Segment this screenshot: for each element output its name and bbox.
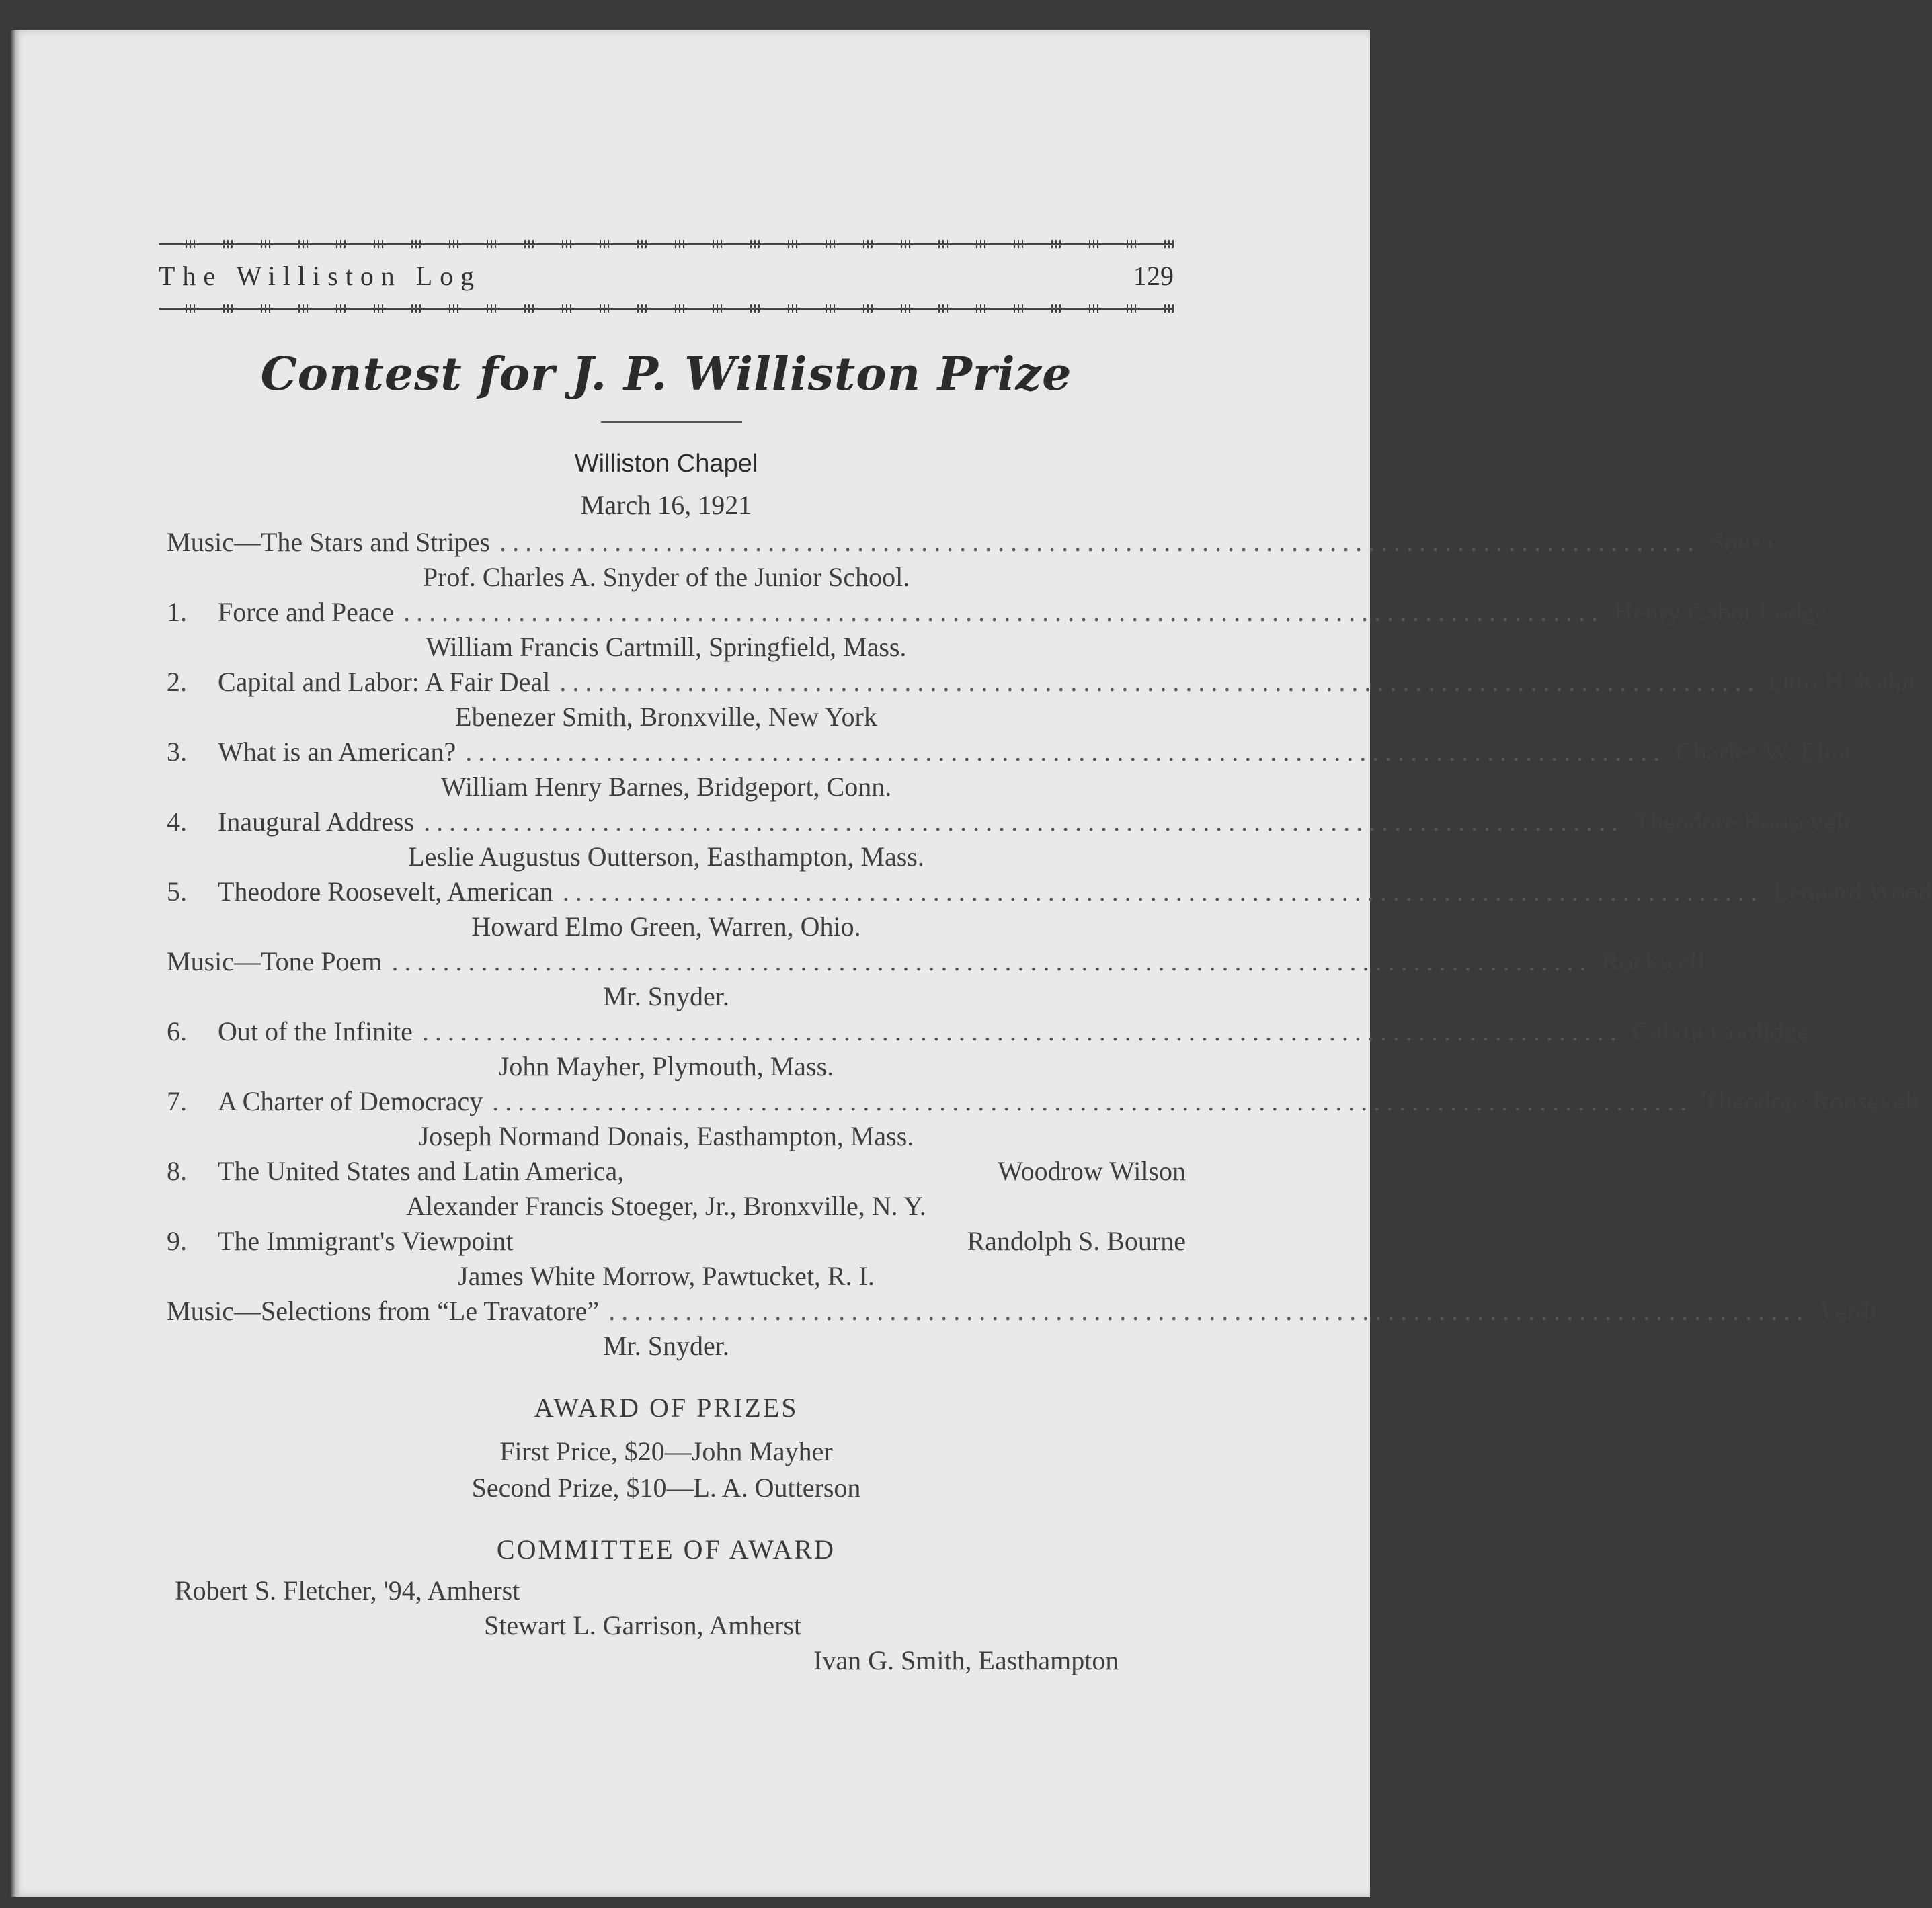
entry-speaker: Howard Elmo Green, Warren, Ohio.: [471, 911, 861, 942]
entry-speaker: Prof. Charles A. Snyder of the Junior School.: [422, 562, 910, 592]
entry-title: Theodore Roosevelt, American: [218, 876, 553, 907]
entry-author: Leonard Wood: [1772, 876, 1932, 907]
program-entry: [159, 876, 1932, 946]
entry-title: Music—The Stars and Stripes: [167, 527, 491, 557]
entry-title: A Charter of Democracy: [218, 1086, 483, 1116]
running-head: [159, 260, 1174, 292]
program-list: [159, 526, 1932, 1365]
dot-leader: ..............................................................................................: [608, 1296, 1810, 1326]
entry-number: 6.: [167, 1016, 187, 1046]
entry-speaker: James White Morrow, Pawtucket, R. I.: [458, 1261, 875, 1291]
entry-title: Out of the Infinite: [218, 1016, 413, 1046]
event-date: March 16, 1921: [580, 490, 752, 520]
committee-member: Stewart L. Garrison, Amherst: [484, 1610, 802, 1641]
entry-number: 8.: [167, 1156, 187, 1186]
page: [9, 30, 1932, 1897]
entry-number: 1.: [167, 597, 187, 627]
title-divider: [601, 421, 742, 423]
page-content: [159, 243, 1932, 1679]
entry-speaker: William Francis Cartmill, Springfield, Mass.: [426, 632, 907, 662]
entry-speaker: Alexander Francis Stoeger, Jr., Bronxville, N. Y.: [406, 1191, 926, 1221]
header-rule-bottom: [159, 308, 1174, 310]
entry-title: Inaugural Address: [218, 806, 415, 837]
entry-author: Henry Cabot Lodge: [1613, 597, 1827, 627]
entry-author: Rockwell: [1601, 946, 1705, 977]
entry-number: 7.: [167, 1086, 187, 1116]
entry-number: 9.: [167, 1226, 187, 1256]
dot-leader: ..............................................................................................: [559, 667, 1761, 697]
committee-heading: COMMITTEE OF AWARD: [496, 1534, 836, 1565]
page-number: 129: [1133, 261, 1174, 291]
committee-member: Robert S. Fletcher, '94, Amherst: [175, 1575, 520, 1606]
entry-title: Music—Selections from “Le Travatore”: [167, 1296, 600, 1326]
second-prize: Second Prize, $10—L. A. Outterson: [471, 1473, 861, 1503]
entry-title: What is an American?: [218, 737, 456, 767]
entry-number: 3.: [167, 737, 187, 767]
entry-author: Theodore Roosevelt: [1634, 806, 1851, 837]
entry-speaker: Mr. Snyder.: [603, 1331, 729, 1361]
program-entry: [159, 1015, 1810, 1085]
program-entry: [159, 666, 1915, 736]
program-entry: [159, 1085, 1920, 1155]
entry-author: Verdi: [1818, 1296, 1877, 1326]
entry-author: Charles W. Eliot: [1675, 737, 1853, 767]
entry-speaker: Ebenezer Smith, Bronxville, New York: [455, 702, 877, 732]
entry-title: The United States and Latin America,: [218, 1156, 625, 1186]
program-entry: [159, 1155, 1186, 1225]
entry-number: 2.: [167, 667, 187, 697]
dot-leader: ..............................................................................................: [465, 737, 1666, 767]
committee-section: [159, 1534, 1184, 1679]
entry-author: Woodrow Wilson: [998, 1156, 1186, 1186]
program-entry: [159, 736, 1853, 806]
dot-leader: ..............................................................................................: [421, 1016, 1623, 1046]
entry-speaker: Mr. Snyder.: [603, 981, 729, 1011]
program-entry: [159, 806, 1851, 876]
program-entry: [159, 946, 1705, 1015]
committee-member: Ivan G. Smith, Easthampton: [813, 1645, 1119, 1675]
entry-author: Otto H. Kahn: [1769, 667, 1915, 697]
page-title: Contest for J. P. Williston Prize: [260, 347, 1072, 401]
entry-title: The Immigrant's Viewpoint: [218, 1226, 514, 1256]
entry-speaker: William Henry Barnes, Bridgeport, Conn.: [440, 772, 892, 802]
entry-author: Sousa: [1709, 527, 1774, 557]
entry-number: 5.: [167, 876, 187, 907]
entry-speaker: John Mayher, Plymouth, Mass.: [498, 1051, 834, 1081]
dot-leader: ..............................................................................................: [424, 806, 1625, 837]
awards-heading: AWARD OF PRIZES: [534, 1393, 799, 1423]
dot-leader: ..............................................................................................: [403, 597, 1605, 627]
entry-author: Theodore Roosevelt: [1702, 1086, 1920, 1116]
entry-speaker: Leslie Augustus Outterson, Easthampton, Mass.: [408, 841, 924, 872]
entry-author: Randolph S. Bourne: [967, 1226, 1186, 1256]
venue: Williston Chapel: [574, 450, 758, 478]
header-rule-top: [159, 243, 1174, 245]
program-entry: [159, 526, 1774, 596]
entry-author: Calvin Coolidge: [1632, 1016, 1810, 1046]
dot-leader: ..............................................................................................: [391, 946, 1593, 977]
entry-title: Music—Tone Poem: [167, 946, 383, 977]
entry-title: Capital and Labor: A Fair Deal: [218, 667, 551, 697]
entry-speaker: Joseph Normand Donais, Easthampton, Mass.: [418, 1121, 914, 1151]
first-prize: First Price, $20—John Mayher: [499, 1436, 833, 1466]
entry-number: 4.: [167, 806, 187, 837]
journal-name: The Williston Log: [159, 261, 482, 291]
program-entry: [159, 596, 1827, 666]
awards-section: [159, 1392, 1184, 1508]
dot-leader: ..............................................................................................: [492, 1086, 1693, 1116]
dot-leader: ..............................................................................................: [562, 876, 1763, 907]
program-entry: [159, 1225, 1186, 1295]
program-entry: [159, 1295, 1877, 1365]
entry-title: Force and Peace: [218, 597, 395, 627]
dot-leader: ..............................................................................................: [499, 527, 1701, 557]
